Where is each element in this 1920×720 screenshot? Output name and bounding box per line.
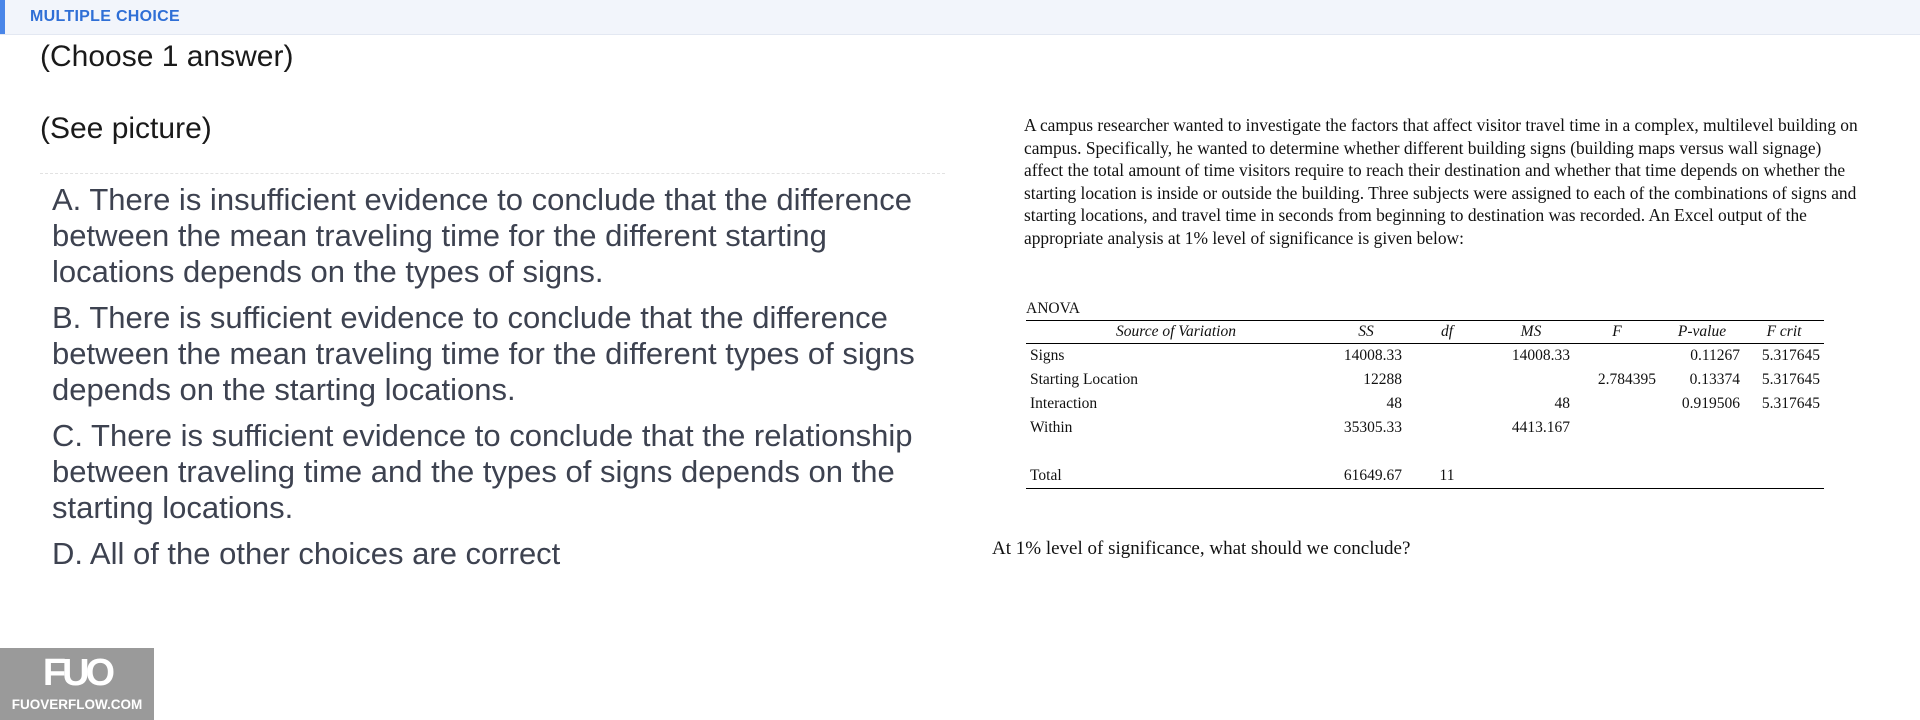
table-row xyxy=(1026,392,1824,416)
cell-ss: 61649.67 xyxy=(1343,467,1402,484)
answer-instruction: (Choose 1 answer) xyxy=(40,40,294,73)
table-row xyxy=(1026,368,1824,392)
cell-ss: 35305.33 xyxy=(1343,419,1402,436)
cell-p-value: 0.11267 xyxy=(1690,347,1740,364)
cell-df xyxy=(1406,344,1488,369)
cell-f xyxy=(1574,392,1660,416)
accent-stripe xyxy=(0,0,5,34)
cell-ms: 4413.167 xyxy=(1511,419,1570,436)
choice-c[interactable]: C. There is sufficient evidence to conclude that the relationship between traveling time and the types of signs depends on the starting locations. xyxy=(52,418,913,525)
cell-f xyxy=(1574,416,1660,440)
choice-a[interactable]: A. There is insufficient evidence to conclude that the difference between the mean traveling time for the different starting locations depends on the types of signs. xyxy=(52,182,912,289)
cell-source: Within xyxy=(1030,419,1073,436)
cell-df: 11 xyxy=(1439,467,1455,484)
cell-f: 2.784395 xyxy=(1597,371,1656,388)
problem-question: At 1% level of significance, what should we conclude? xyxy=(992,538,1411,559)
question-prompt: (See picture) xyxy=(40,112,212,145)
cell-p-value: 0.13374 xyxy=(1689,371,1740,388)
answer-choices xyxy=(52,182,942,582)
watermark-logo: FUO xyxy=(42,652,112,694)
header-df: df xyxy=(1406,321,1488,344)
site-watermark xyxy=(0,648,154,720)
choice-b[interactable]: B. There is sufficient evidence to conclude that the difference between the mean traveling time for the different types of signs depends on the starting locations. xyxy=(52,300,915,407)
cell-f xyxy=(1574,464,1660,489)
header-f: F xyxy=(1574,321,1660,344)
cell-f-crit: 5.317645 xyxy=(1761,371,1820,388)
table-header-row xyxy=(1026,321,1824,344)
anova-title: ANOVA xyxy=(1026,300,1080,317)
cell-ss: 48 xyxy=(1386,395,1402,412)
header-ms: MS xyxy=(1488,321,1574,344)
cell-ms xyxy=(1488,464,1574,489)
cell-ms: 48 xyxy=(1554,395,1570,412)
header-ss: SS xyxy=(1326,321,1406,344)
cell-f-crit: 5.317645 xyxy=(1761,395,1820,412)
cell-ss: 12288 xyxy=(1363,371,1402,388)
choice-d[interactable]: D. All of the other choices are correct xyxy=(52,536,561,571)
cell-f-crit xyxy=(1744,416,1824,440)
cell-f xyxy=(1574,344,1660,369)
cell-source: Total xyxy=(1030,467,1062,484)
anova-table-block xyxy=(1024,298,1824,489)
cell-f-crit: 5.317645 xyxy=(1761,347,1820,364)
cell-source: Interaction xyxy=(1030,395,1098,412)
cell-source: Signs xyxy=(1030,347,1065,364)
table-row xyxy=(1026,416,1824,440)
problem-passage: A campus researcher wanted to investigate the factors that affect visitor travel time in a complex, multilevel building on campus. Specifically, he wanted to determine whether different building signs (building maps versus wall signage) affect the total amount of time visitors require to reach their destination and whether that time depends on whether the starting location is inside or outside the building. Three subjects were assigned to each of the combinations of signs and starting locations, and travel time in seconds from beginning to destination was recorded. An Excel output of the appropriate analysis at 1% level of significance is given below: xyxy=(1024,115,1858,248)
header-f-crit: F crit xyxy=(1744,321,1824,344)
header-p-value: P-value xyxy=(1660,321,1744,344)
cell-p-value: 0.919506 xyxy=(1681,395,1740,412)
table-total-row xyxy=(1026,464,1824,489)
header-source: Source of Variation xyxy=(1026,321,1326,344)
cell-ms xyxy=(1488,368,1574,392)
cell-ss: 14008.33 xyxy=(1343,347,1402,364)
cell-p-value xyxy=(1660,464,1744,489)
cell-df xyxy=(1406,368,1488,392)
table-row xyxy=(1026,344,1824,369)
question-type-label: MULTIPLE CHOICE xyxy=(30,8,180,25)
cell-df xyxy=(1406,416,1488,440)
cell-df xyxy=(1406,392,1488,416)
cell-p-value xyxy=(1660,416,1744,440)
cell-f-crit xyxy=(1744,464,1824,489)
question-type-bar xyxy=(0,0,1920,35)
cell-source: Starting Location xyxy=(1030,371,1139,388)
anova-table xyxy=(1026,320,1824,489)
divider xyxy=(40,173,945,174)
watermark-site: FUOVERFLOW.COM xyxy=(11,697,143,712)
cell-ms: 14008.33 xyxy=(1511,347,1570,364)
table-spacer-row xyxy=(1026,440,1824,464)
